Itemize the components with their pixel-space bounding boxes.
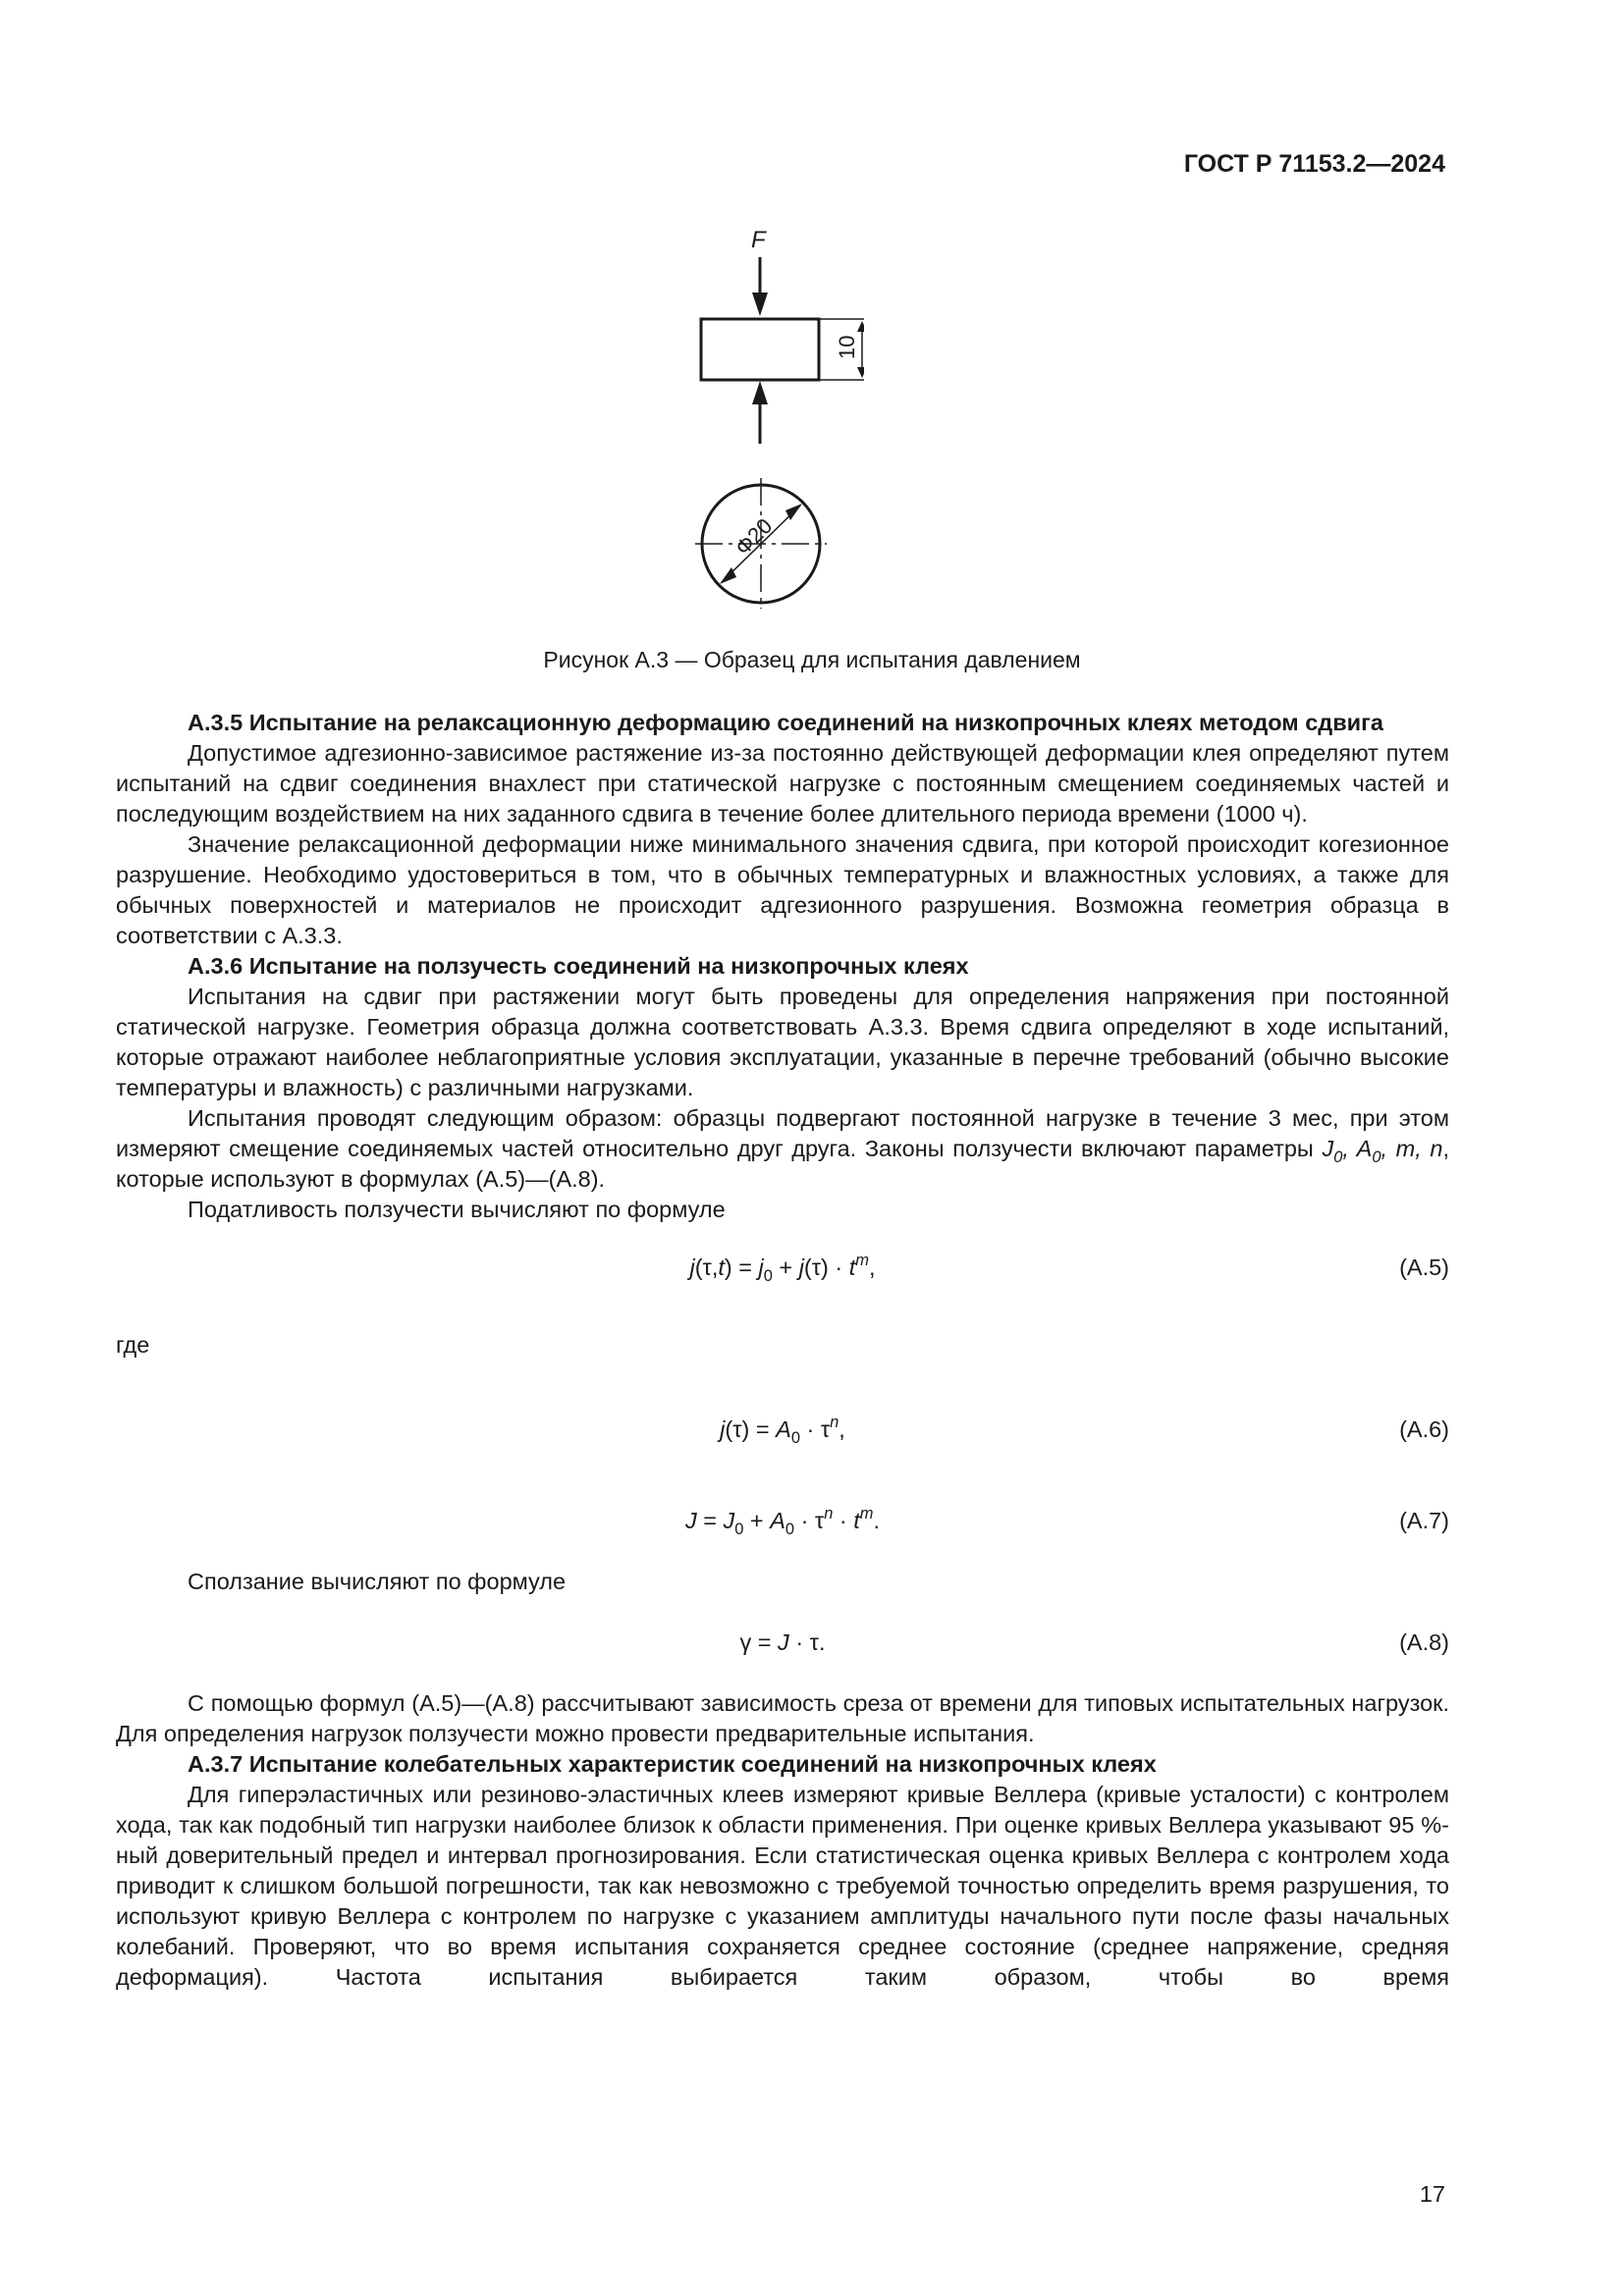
page-number: 17 (1419, 2181, 1445, 2207)
section-a36-paragraph-3: Податливость ползучести вычисляют по формуле (188, 1197, 726, 1222)
diameter-dimension-label: Φ20 (730, 513, 778, 561)
section-a35-paragraph-1: Допустимое адгезионно-зависимое растяжение из-за постоянно действующей деформации клея определяют путем испытаний на сдвиг соединения внахлест при статической нагрузке с постоянным смещением соединяемых частей и последующим воздействием на них заданного сдвига в течение более длительного периода времени (1000 ч). (116, 740, 1449, 827)
bottom-force-arrow (752, 381, 768, 444)
section-a36-paragraph-1: Испытания на сдвиг при растяжении могут быть проведены для определения напряжения при постоянной статической нагрузке. Геометрия образца должна соответствовать А.3.3. Время сдвига определяют в ходе испытаний, которые отражают наиболее неблагоприятные условия эксплуатации, указанные в перечне требований (обычно высокие температуры и влажность) с различными нагрузками. (116, 984, 1449, 1100)
section-a36-paragraph-4: С помощью формул (А.5)—(А.8) рассчитывают зависимость среза от времени для типовых испытательных нагрузок. Для определения нагрузок ползучести можно провести предварительные испытания. (116, 1690, 1449, 1746)
formula-a5-number: (А.5) (1399, 1255, 1449, 1280)
formula-a5-expression: $j(\tau,t) = j_0 + j(\tau) \cdot t^m$, (689, 1252, 876, 1285)
formula-a8-expression: γ = J · τ. (739, 1629, 826, 1655)
paragraph-text-start: Испытания проводят следующим образом: образцы подвергают постоянной нагрузке в течение 3 мес, при этом измеряют смещение соединяемых частей относительно друг друга. Законы ползучести включают параметры (116, 1105, 1449, 1161)
section-a36-paragraph-2 (116, 1103, 1449, 1195)
formula-a6 (116, 1415, 1449, 1445)
creep-parameters: $J_0$, $A_0$, m, n (1322, 1136, 1443, 1166)
height-dimension-label: 10 (835, 335, 859, 359)
formula-a7-expression: $J = J_0 + A_0 \cdot \tau^n \cdot t^m$. (684, 1505, 881, 1538)
where-label: где (116, 1332, 150, 1358)
formula-a6-expression: $j(\tau) = A_0 \cdot \tau^n$, (720, 1414, 845, 1447)
section-a36-heading: А.3.6 Испытание на ползучесть соединений на низкопрочных клеях (188, 953, 969, 979)
force-label: F (751, 227, 766, 253)
formula-a5 (116, 1253, 1449, 1283)
formula-a7-number: (А.7) (1399, 1508, 1449, 1533)
figure-caption: Рисунок А.3 — Образец для испытания давлением (543, 647, 1081, 672)
slip-formula-intro: Сползание вычисляют по формуле (188, 1569, 567, 1594)
formula-a7 (116, 1506, 1449, 1536)
document-code: ГОСТ Р 71153.2—2024 (1183, 150, 1445, 178)
specimen-rect (701, 319, 819, 380)
formula-a8 (116, 1628, 1449, 1658)
document-body (116, 708, 1449, 1993)
formula-a6-number: (А.6) (1399, 1416, 1449, 1442)
section-a37-paragraph-1: Для гиперэластичных или резиново-эластичных клеев измеряют кривые Веллера (кривые усталости) с контролем хода, так как подобный тип нагрузки наиболее близок к области применения. При оценке кривых Веллера указывают 95 %-ный доверительный предел и интервал прогнозирования. Если статистическая оценка кривых Веллера с контролем хода приводит к слишком большой погрешности, так как невозможно с требуемой точностью определить время разрушения, то используют кривую Веллера с контролем по нагрузке с указанием амплитуды начального пути после фазы начальных колебаний. Проверяют, что во время испытания сохраняется среднее состояние (среднее напряжение, средняя деформация). Частота испытания выбирается таким образом, чтобы во время (116, 1782, 1449, 1990)
section-a35-paragraph-2: Значение релаксационной деформации ниже минимального значения сдвига, при которой происходит когезионное разрушение. Необходимо удостовериться в том, что в обычных температурных и влажностных условиях, а также для обычных поверхностей и материалов не происходит адгезионного разрушения. Возможна геометрия образца в соответствии с А.3.3. (116, 831, 1449, 948)
section-a37-heading: А.3.7 Испытание колебательных характеристик соединений на низкопрочных клеях (188, 1751, 1157, 1777)
specimen-figure (668, 221, 864, 614)
section-a35-heading: А.3.5 Испытание на релаксационную деформацию соединений на низкопрочных клеях методом сдвига (188, 710, 1383, 735)
formula-a8-number: (А.8) (1399, 1629, 1449, 1655)
top-force-arrow (752, 257, 768, 316)
paragraph-text-end: , которые используют в формулах (А.5)—(А.8). (116, 1136, 1449, 1192)
